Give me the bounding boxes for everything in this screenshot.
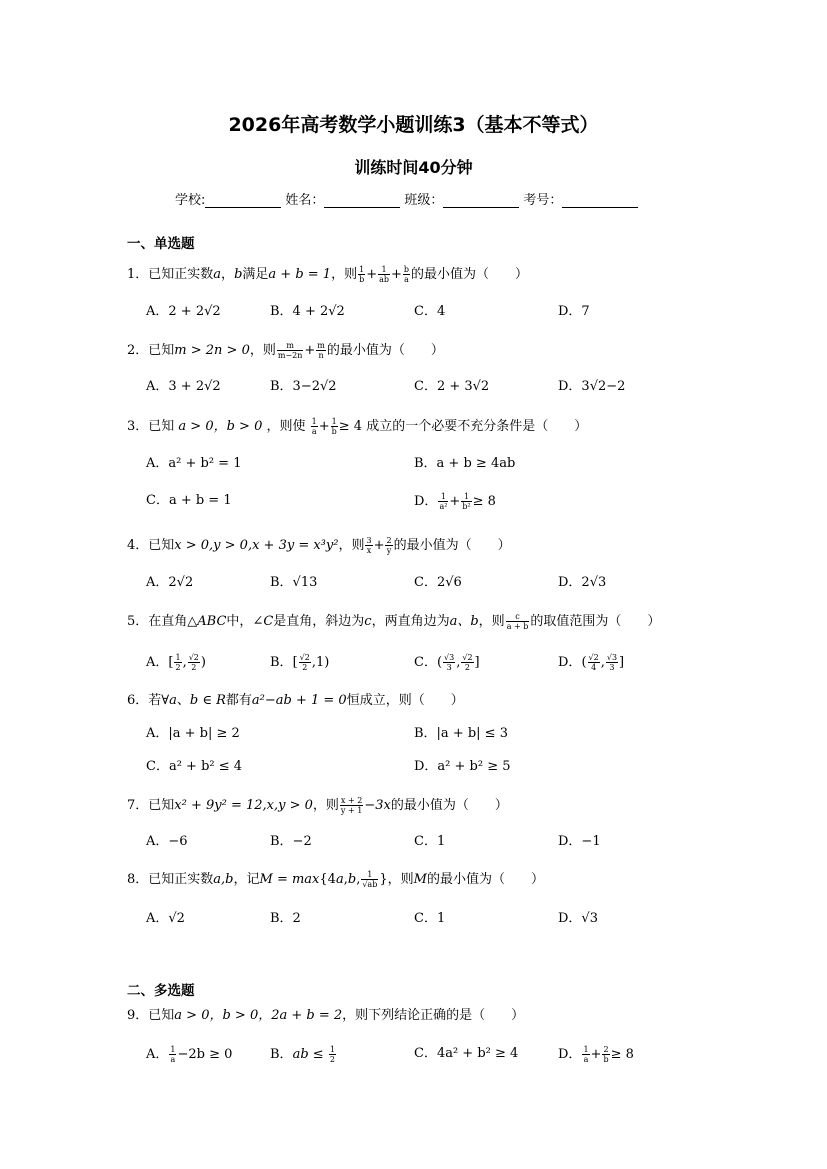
q4-option-a[interactable]: A．2√2 [146, 575, 194, 590]
fraction: $\frac{1}{√ab}$ [362, 870, 378, 889]
q9-option-a[interactable]: A． $\frac{1}{a}$ −2b ≥ 0 [146, 1045, 233, 1064]
q7-option-c[interactable]: C．1 [414, 834, 446, 849]
number-blank[interactable] [562, 193, 638, 208]
q6-option-b[interactable]: B．|a + b| ≤ 3 [414, 726, 508, 741]
q8-option-a[interactable]: A．√2 [146, 911, 185, 926]
q6-option-a[interactable]: A．|a + b| ≥ 2 [146, 726, 240, 741]
q6-option-c[interactable]: C．a² + b² ≤ 4 [146, 759, 243, 774]
class-blank[interactable] [443, 193, 519, 208]
question-5: 5．在直角△ABC中，∠C是直角，斜边为c，两直角边为a、b，则 $\frac{c}{a + b}$ 的取值范围为（ ） [127, 612, 661, 631]
q5-option-c[interactable]: C．( $\frac{√3}{3}$ , $\frac{√2}{2}$ ] [414, 653, 480, 672]
section-single-choice: 一、单选题 [127, 236, 195, 252]
fraction: $\frac{m}{m-2n}$ [277, 341, 303, 360]
q5-option-d[interactable]: D．( $\frac{√2}{4}$ , $\frac{√3}{3}$ ] [558, 653, 625, 672]
fraction: $\frac{1}{ab}$ [379, 265, 390, 284]
q8-option-c[interactable]: C．1 [414, 911, 446, 926]
q4-option-c[interactable]: C．2√6 [414, 575, 462, 590]
question-3: 3．已知 a > 0，b > 0 ，则使 $\frac{1}{a}$ + $\frac{1}{b}$ ≥ 4 成立的一个必要不充分条件是（ ） [127, 417, 588, 436]
q1-option-d[interactable]: D．7 [558, 304, 590, 319]
question-6: 6．若∀a、b ∈ R都有a²−ab + 1 = 0恒成立，则（ ） [127, 693, 464, 708]
fraction: $\frac{x + 2}{y + 1}$ [340, 796, 363, 815]
number-label: 考号： [523, 193, 563, 208]
name-label: 姓名： [285, 193, 325, 208]
fraction: $\frac{3}{x}$ [366, 536, 372, 555]
student-info-row [175, 189, 642, 208]
q3-option-b[interactable]: B．a + b ≥ 4ab [414, 456, 516, 471]
fraction: $\frac{1}{b}$ [331, 417, 337, 436]
question-9: 9．已知a > 0，b > 0，2a + b = 2，则下列结论正确的是（ ） [127, 1008, 525, 1023]
q3-option-d[interactable]: D． $\frac{1}{\text{a²}}$ + $\frac{1}{\text{b²}}$ ≥ 8 [414, 492, 496, 511]
page-subtitle: 训练时间40分钟 [354, 158, 473, 177]
q2-option-c[interactable]: C．2 + 3√2 [414, 379, 490, 394]
name-blank[interactable] [324, 193, 400, 208]
q1-option-a[interactable]: A．2 + 2√2 [146, 304, 221, 319]
q7-option-d[interactable]: D．−1 [558, 834, 601, 849]
question-2: 2．已知m > 2n > 0，则 $\frac{m}{m-2n}$ + $\frac{m}{n}$ 的最小值为（ ） [127, 341, 444, 360]
q7-option-b[interactable]: B．−2 [270, 834, 312, 849]
q7-option-a[interactable]: A．−6 [146, 834, 188, 849]
q9-option-d[interactable]: D． $\frac{1}{a}$ + $\frac{2}{b}$ ≥ 8 [558, 1045, 634, 1064]
q8-option-b[interactable]: B．2 [270, 911, 301, 926]
school-label: 学校: [175, 193, 206, 208]
q5-option-b[interactable]: B．[ $\frac{√2}{2}$ ,1) [270, 653, 330, 672]
q4-option-b[interactable]: B．√13 [270, 575, 318, 590]
q2-option-d[interactable]: D．3√2−2 [558, 379, 626, 394]
school-blank[interactable] [205, 193, 281, 208]
q5-option-a[interactable]: A．[ $\frac{1}{2}$ , $\frac{√2}{2}$ ) [146, 653, 206, 672]
class-label: 班级： [404, 193, 444, 208]
fraction: $\frac{b}{a}$ [403, 265, 410, 284]
question-4: 4．已知x > 0,y > 0,x + 3y = x³y²，则 $\frac{3}{x}$ + $\frac{2}{y}$ 的最小值为（ ） [127, 536, 511, 555]
question-8: 8．已知正实数a,b，记M = max{4a,b, $\frac{1}{√ab}$ }，则M的最小值为（ ） [127, 870, 544, 889]
question-1: 1．已知正实数a，b满足a + b = 1，则 $\frac{1}{b}$ + $\frac{1}{ab}$ + $\frac{b}{a}$ 的最小值为（ ） [127, 265, 529, 284]
q3-option-c[interactable]: C．a + b = 1 [146, 493, 232, 508]
q1-option-b[interactable]: B．4 + 2√2 [270, 304, 345, 319]
q2-option-a[interactable]: A．3 + 2√2 [146, 379, 221, 394]
q3-option-a[interactable]: A．a² + b² = 1 [146, 456, 242, 471]
fraction: $\frac{c}{a + b}$ [506, 612, 529, 631]
q1-option-c[interactable]: C．4 [414, 304, 446, 319]
page-title: 2026年高考数学小题训练3（基本不等式） [228, 114, 599, 136]
q9-option-c[interactable]: C．4a² + b² ≥ 4 [414, 1046, 519, 1061]
fraction: $\frac{1}{b}$ [359, 265, 365, 284]
fraction: $\frac{m}{n}$ [317, 341, 325, 360]
fraction: $\frac{1}{a}$ [311, 417, 317, 436]
q9-option-b[interactable]: B．ab ≤ $\frac{1}{2}$ [270, 1045, 335, 1064]
fraction: $\frac{1}{\text{a²}}$ [439, 492, 448, 511]
section-multi-choice: 二、多选题 [127, 983, 195, 999]
q2-option-b[interactable]: B．3−2√2 [270, 379, 337, 394]
q6-option-d[interactable]: D．a² + b² ≥ 5 [414, 759, 511, 774]
q4-option-d[interactable]: D．2√3 [558, 575, 607, 590]
fraction: $\frac{2}{y}$ [386, 536, 392, 555]
question-7: 7．已知x² + 9y² = 12,x,y > 0，则 $\frac{x + 2}{y + 1}$ −3x的最小值为（ ） [127, 796, 508, 815]
fraction: $\frac{1}{\text{b²}}$ [462, 492, 471, 511]
q8-option-d[interactable]: D．√3 [558, 911, 598, 926]
